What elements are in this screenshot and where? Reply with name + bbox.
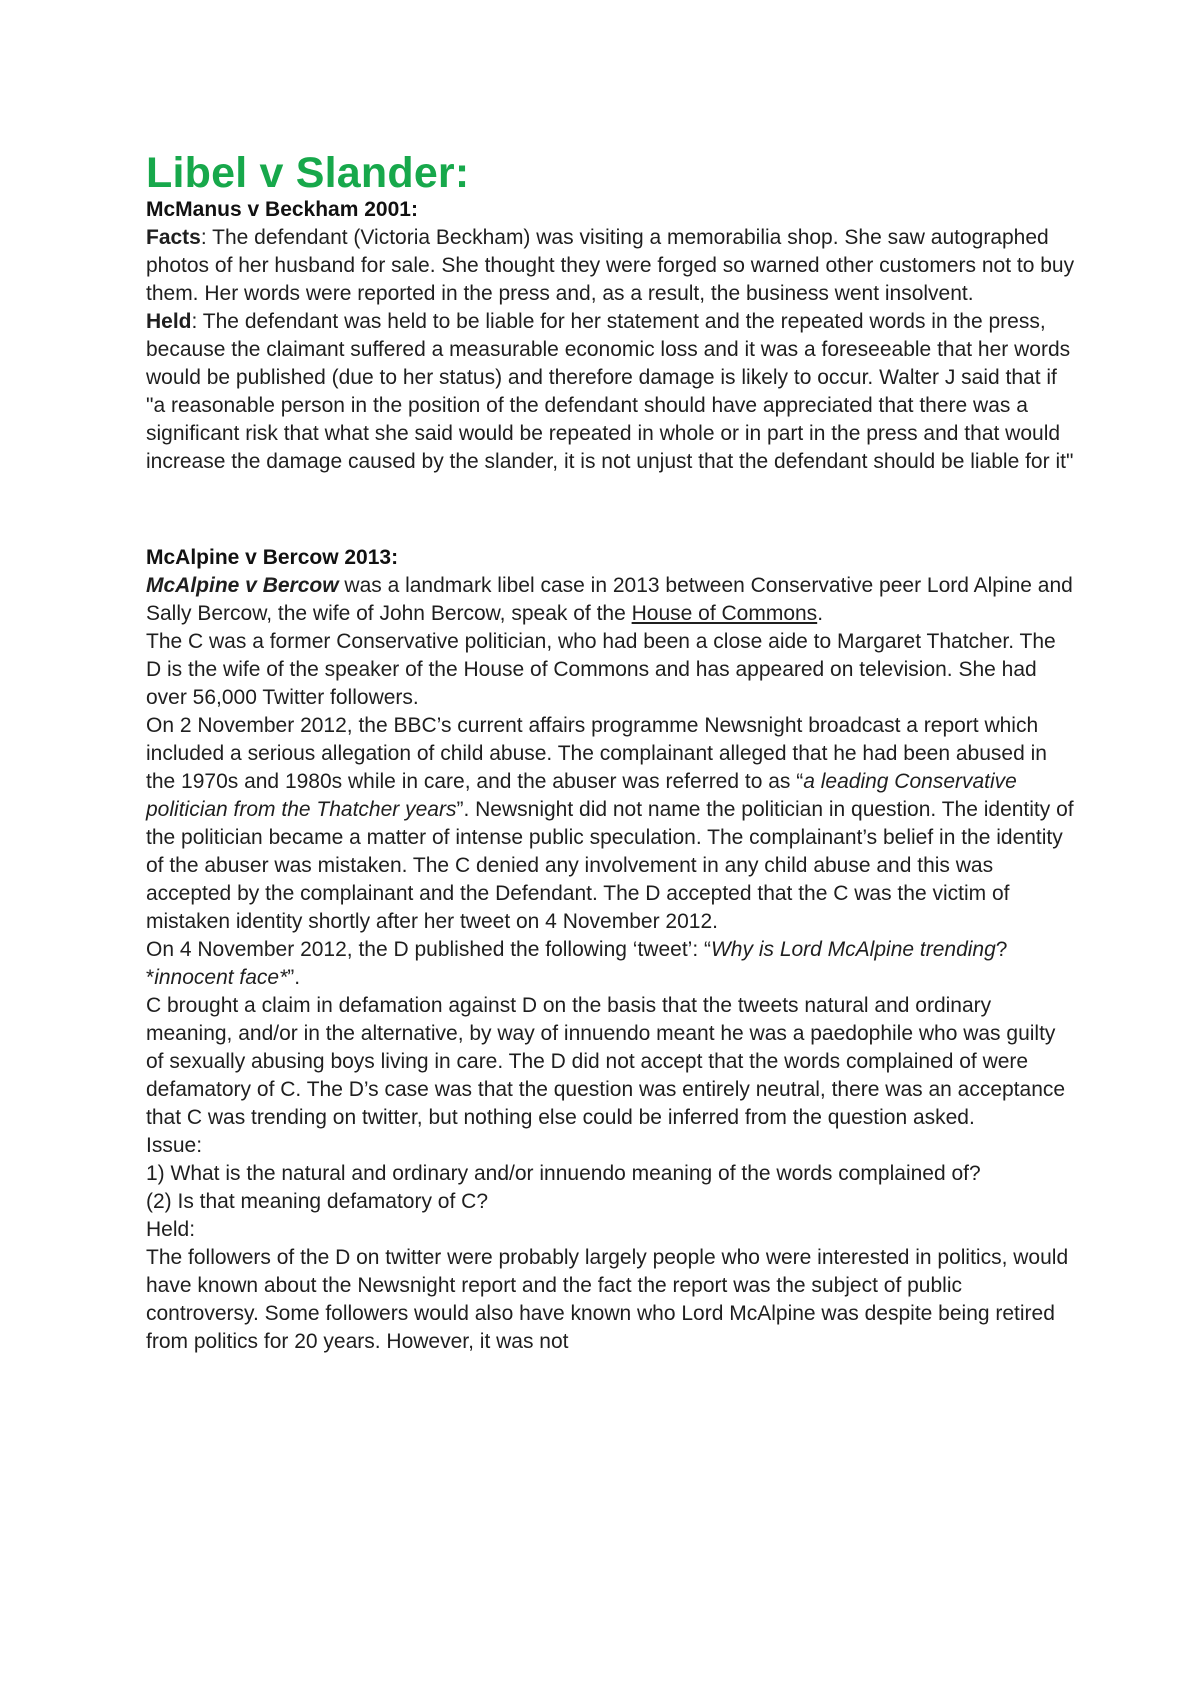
document-page (146, 150, 1076, 1356)
newsnight-paragraph (146, 712, 1076, 936)
issue-item-2: (2) Is that meaning defamatory of C? (146, 1190, 488, 1213)
house-of-commons-link[interactable]: House of Commons (631, 602, 818, 625)
tweet-text-mid: ? * (146, 938, 1008, 989)
held-label-2: Held: (146, 1218, 196, 1241)
newsnight-text-start: On 2 November 2012, the BBC’s current affairs programme Newsnight broadcast a report which included a serious allegation of child abuse. The complainant alleged that he had been abused in the 1970s and 1980s while in care, and the abuser was referred to as “ (146, 714, 1047, 793)
tweet-text-end: ”. (287, 966, 301, 989)
facts-label: Facts (146, 226, 201, 249)
intro-case-name: McAlpine v Bercow (146, 574, 339, 597)
newsnight-quote: a leading Conservative politician from the Thatcher years (146, 770, 1017, 821)
section-gap (146, 476, 1076, 544)
case-heading-mcmanus: McManus v Beckham 2001: (146, 198, 418, 221)
document-title: Libel v Slander: (146, 149, 470, 197)
held-label: Held (146, 310, 192, 333)
claimant-paragraph: The C was a former Conservative politician, who had been a close aide to Margaret Thatcher. The D is the wife of the speaker of the House of Commons and has appeared on television. She had over 56,000 Twitter followers. (146, 630, 1056, 709)
newsnight-text-end: ”. Newsnight did not name the politician in question. The identity of the politician became a matter of intense public speculation. The complainant’s belief in the identity of the abuser was mistaken. The C denied any involvement in any child abuse and this was accepted by the complainant and the Defendant. The D accepted that the C was the victim of mistaken identity shortly after her tweet on 4 November 2012. (146, 798, 1074, 933)
intro-text: was a landmark libel case in 2013 between Conservative peer Lord Alpine and Sally Bercow, the wife of John Bercow, speak of the (146, 574, 1073, 625)
held-paragraph-2: The followers of the D on twitter were probably largely people who were interested in politics, would have known about the Newsnight report and the fact the report was the subject of public controversy. Some followers would also have known who Lord McAlpine was despite being retired from politics for 20 years. However, it was not (146, 1246, 1069, 1353)
intro-end: . (817, 602, 824, 625)
intro-paragraph (146, 572, 1076, 628)
claim-paragraph: C brought a claim in defamation against D on the basis that the tweets natural and ordinary meaning, and/or in the alternative, by way of innuendo meant he was a paedophile who was guilty of sexually abusing boys living in care. The D did not accept that the words complained of were defamatory of C. The D’s case was that the question was entirely neutral, there was an acceptance that C was trending on twitter, but nothing else could be inferred from the question asked. (146, 994, 1066, 1129)
tweet-quote-1: Why is Lord McAlpine trending (710, 938, 996, 961)
facts-paragraph (146, 224, 1076, 308)
issue-label: Issue: (146, 1134, 203, 1157)
held-paragraph (146, 308, 1076, 476)
case-heading-mcalpine: McAlpine v Bercow 2013: (146, 546, 399, 569)
tweet-quote-2: innocent face* (154, 966, 288, 989)
facts-text: : The defendant (Victoria Beckham) was visiting a memorabilia shop. She saw autographed photos of her husband for sale. She thought they were forged so warned other customers not to buy them. Her words were reported in the press and, as a result, the business went insolvent. (146, 226, 1075, 305)
held-text: : The defendant was held to be liable for her statement and the repeated words in the press, because the claimant suffered a measurable economic loss and it was a foreseeable that her words would be published (due to her status) and therefore damage is likely to occur. Walter J said that if "a reasonable person in the position of the defendant should have appreciated that there was a significant risk that what she said would be repeated in whole or in part in the press and that would increase the damage caused by the slander, it is not unjust that the defendant should be liable for it" (146, 310, 1074, 473)
issue-item-1: 1) What is the natural and ordinary and/or innuendo meaning of the words complained of? (146, 1162, 981, 1185)
tweet-paragraph (146, 936, 1076, 992)
tweet-text-start: On 4 November 2012, the D published the following ‘tweet’: “ (146, 938, 711, 961)
